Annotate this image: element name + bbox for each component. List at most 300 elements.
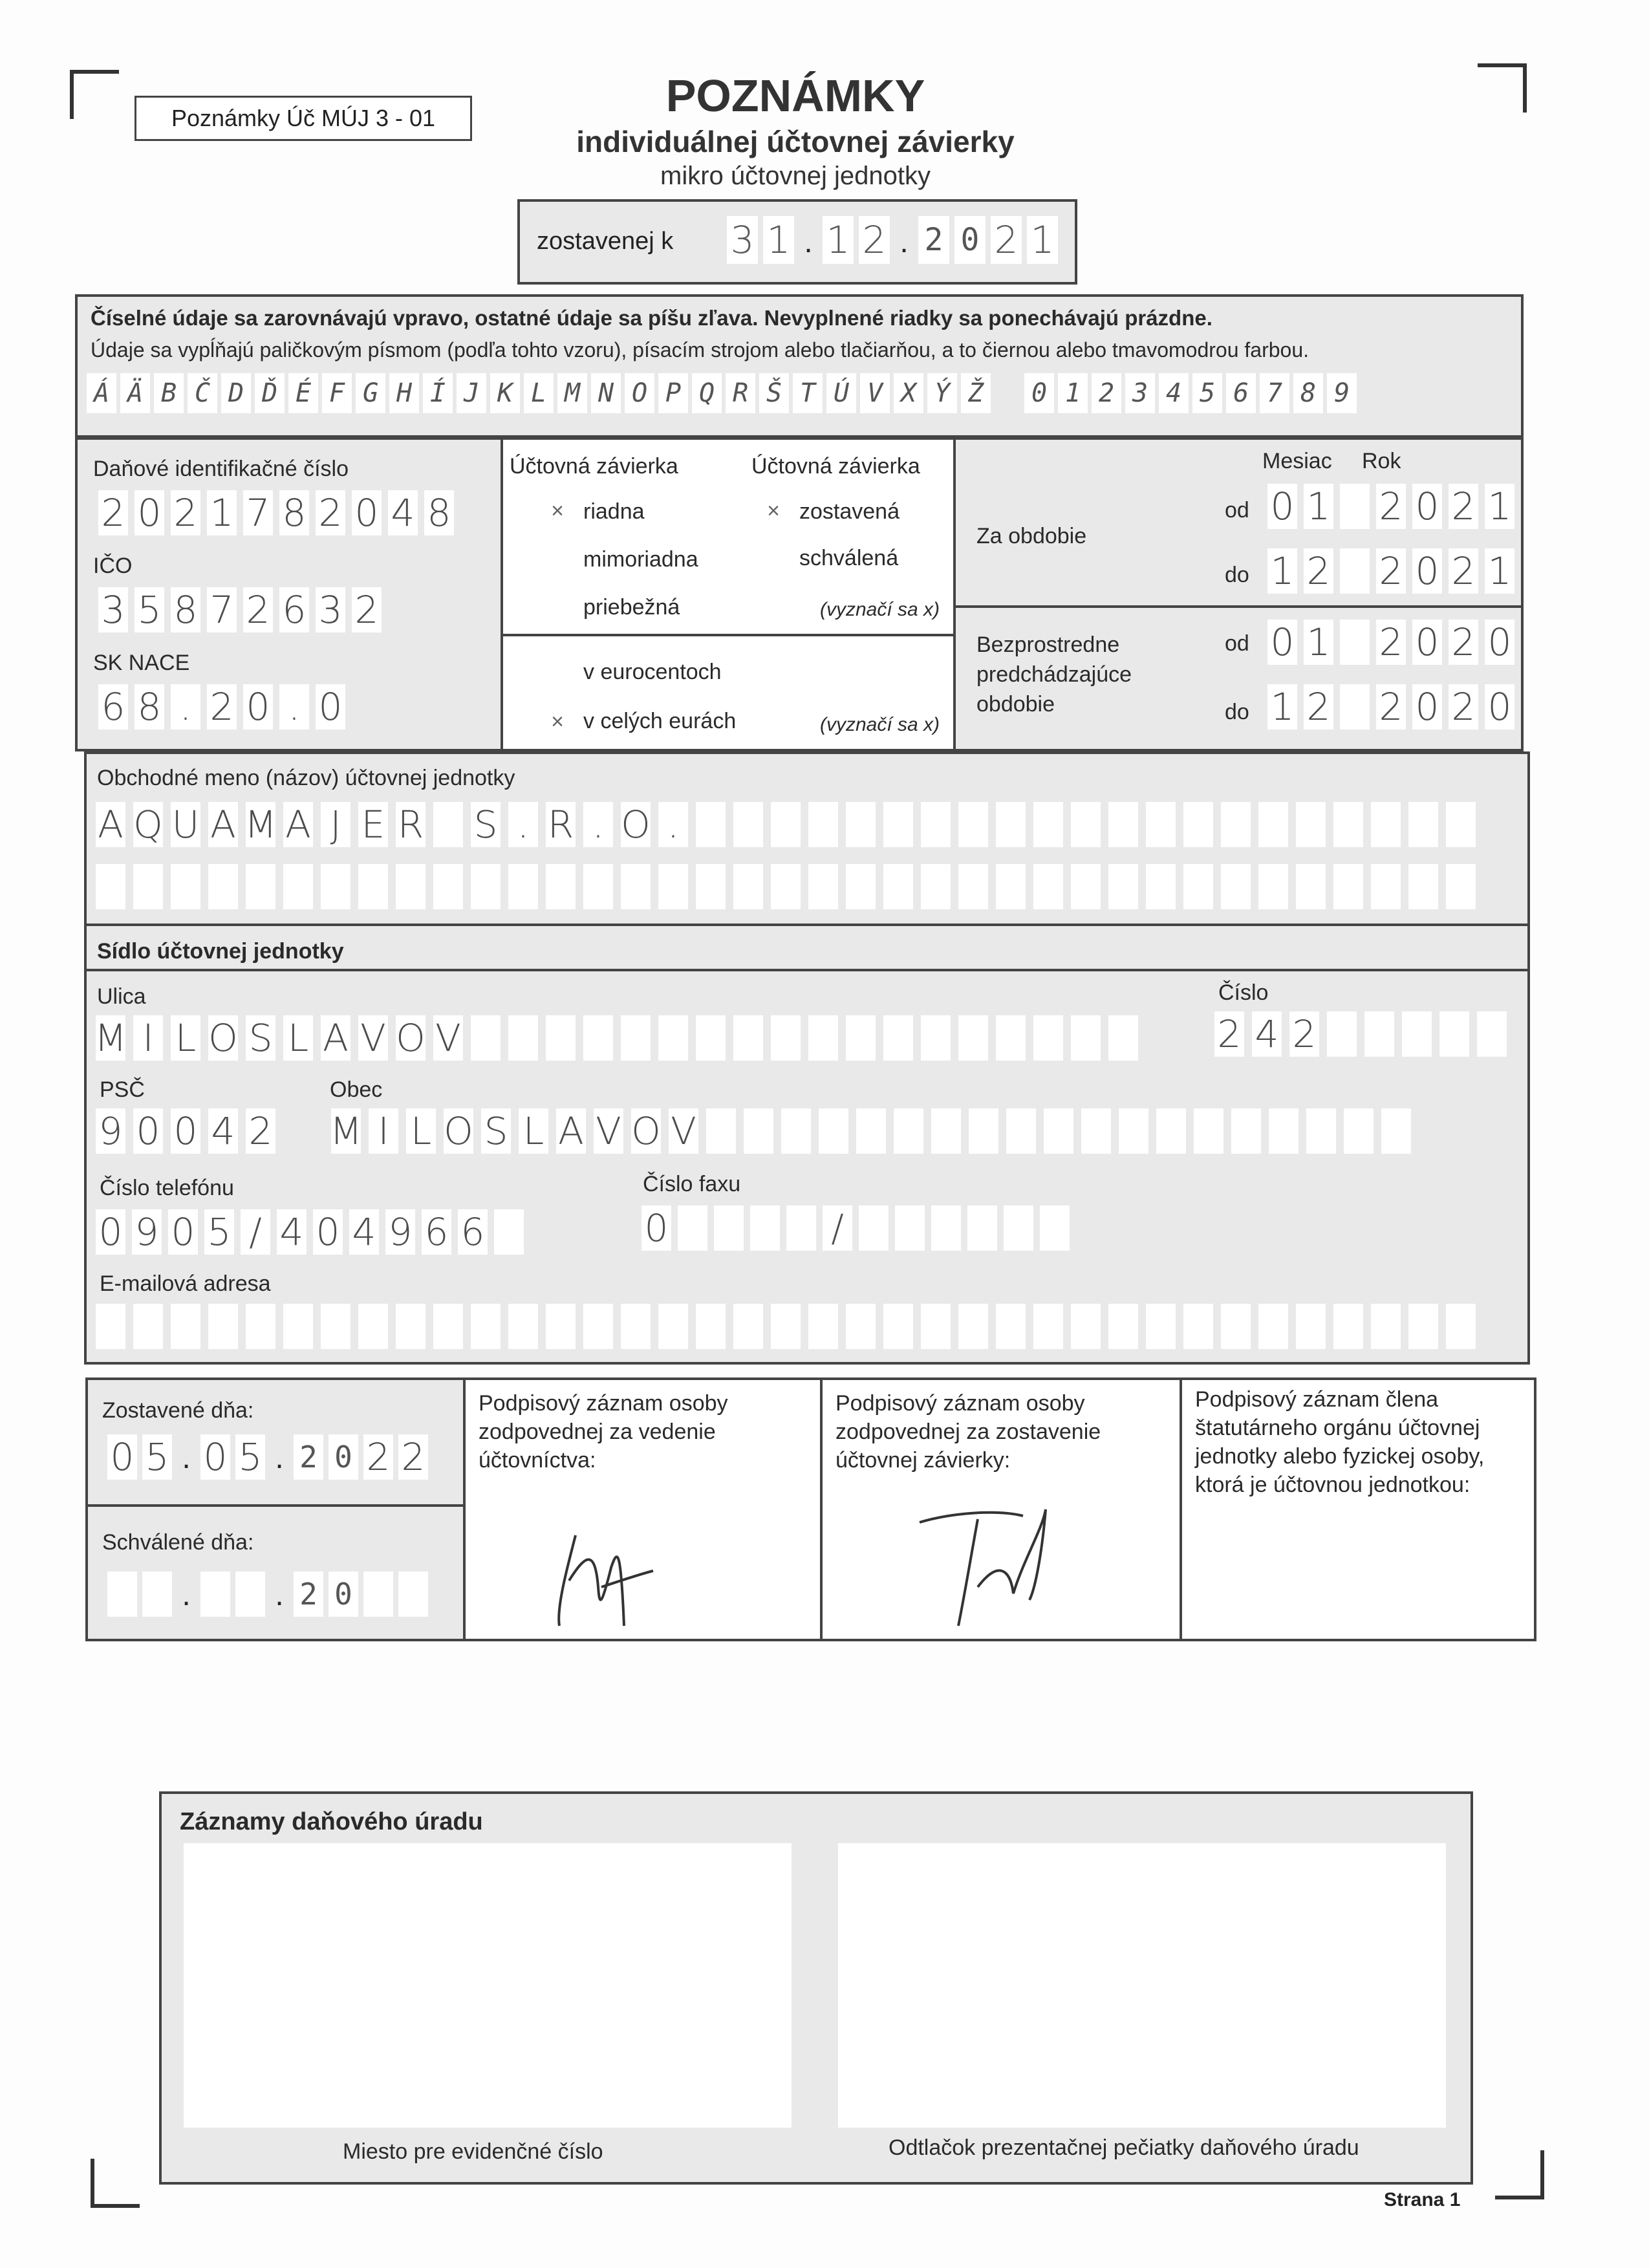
mimoriadna-checkbox[interactable] bbox=[546, 548, 569, 572]
char-cell bbox=[733, 864, 763, 909]
char-cell bbox=[1333, 1304, 1363, 1349]
char-cell: 0 bbox=[168, 1209, 198, 1255]
seat-label: Sídlo účtovnej jednotky bbox=[97, 939, 344, 964]
compiled-as-of-label: zostavenej k bbox=[537, 228, 674, 255]
char-cell: / bbox=[241, 1209, 270, 1255]
char-cell bbox=[208, 1304, 238, 1349]
fax-label: Číslo faxu bbox=[643, 1172, 741, 1196]
char-cell: 2 bbox=[98, 490, 128, 535]
page-number: Strana 1 bbox=[1384, 2189, 1461, 2210]
char-cell bbox=[1183, 864, 1213, 909]
char-cell: . bbox=[171, 684, 200, 729]
char-cell bbox=[246, 864, 275, 909]
char-cell bbox=[1108, 1015, 1138, 1061]
prev-to-field[interactable] bbox=[1267, 684, 1514, 729]
current-from-field[interactable] bbox=[1267, 484, 1514, 529]
prev-period-label-3: obdobie bbox=[976, 692, 1055, 717]
char-cell bbox=[1344, 1108, 1374, 1154]
sample-letter: Á bbox=[87, 373, 116, 413]
sample-digit: 8 bbox=[1293, 373, 1323, 413]
char-cell bbox=[996, 864, 1026, 909]
form-code: Poznámky Úč MÚJ 3 - 01 bbox=[135, 96, 472, 141]
char-cell bbox=[283, 864, 313, 909]
page-title: POZNÁMKY bbox=[665, 70, 925, 121]
char-cell: 0 bbox=[313, 1209, 343, 1255]
char-cell bbox=[1296, 864, 1326, 909]
char-cell: I bbox=[369, 1108, 398, 1154]
sample-letter: Q bbox=[692, 373, 722, 413]
char-cell bbox=[1044, 1108, 1073, 1154]
char-cell bbox=[96, 1304, 125, 1349]
char-cell: 2 bbox=[1449, 684, 1478, 729]
phone-label: Číslo telefónu bbox=[100, 1176, 234, 1200]
entity-name-field-2[interactable] bbox=[96, 864, 1476, 909]
char-cell: 2 bbox=[1289, 1011, 1319, 1057]
left-caption: Miesto pre evidenčné číslo bbox=[343, 2139, 603, 2164]
char-cell bbox=[771, 802, 801, 847]
char-cell bbox=[958, 1304, 988, 1349]
char-cell bbox=[1340, 620, 1370, 665]
sample-letter: M bbox=[557, 373, 587, 413]
char-cell bbox=[750, 1205, 780, 1251]
char-cell: 4 bbox=[208, 1108, 238, 1154]
char-cell: 2 bbox=[207, 684, 237, 729]
char-cell: 0 bbox=[352, 490, 382, 535]
current-to-field[interactable] bbox=[1267, 548, 1514, 594]
ico-label: IČO bbox=[93, 554, 133, 578]
char-cell: 0 bbox=[1267, 484, 1297, 529]
char-cell bbox=[208, 864, 238, 909]
char-cell: M bbox=[94, 1016, 127, 1060]
char-cell bbox=[583, 1304, 613, 1349]
char-cell bbox=[433, 802, 463, 847]
cele-eura-checkbox[interactable]: × bbox=[546, 710, 569, 733]
char-cell: . bbox=[508, 802, 538, 847]
entity-section bbox=[84, 751, 1530, 1365]
char-cell: M bbox=[244, 803, 277, 847]
char-cell: 7 bbox=[207, 587, 237, 632]
char-cell: L bbox=[406, 1108, 436, 1154]
char-cell: V bbox=[358, 1015, 388, 1061]
char-cell bbox=[883, 1304, 913, 1349]
char-cell bbox=[921, 864, 951, 909]
char-cell bbox=[771, 864, 801, 909]
char-cell bbox=[1183, 802, 1213, 847]
char-cell: 2 bbox=[1376, 484, 1406, 529]
char-cell: 8 bbox=[135, 684, 164, 729]
city-label: Obec bbox=[330, 1077, 383, 1102]
char-cell bbox=[969, 1108, 998, 1154]
char-cell: 4 bbox=[388, 490, 418, 535]
mark-note: (vyznačí sa x) bbox=[820, 599, 940, 620]
char-cell bbox=[1081, 1108, 1111, 1154]
char-cell bbox=[1371, 802, 1401, 847]
char-cell bbox=[958, 802, 988, 847]
char-cell: A bbox=[283, 802, 313, 847]
char-cell bbox=[396, 864, 426, 909]
sig2-area[interactable] bbox=[829, 1503, 1172, 1636]
char-cell bbox=[819, 1108, 848, 1154]
char-cell: 9 bbox=[132, 1209, 162, 1255]
char-cell: 2 bbox=[246, 1108, 275, 1154]
stamp-area[interactable] bbox=[838, 1843, 1446, 2128]
char-cell: 2 bbox=[1376, 548, 1406, 594]
char-cell: 3 bbox=[316, 587, 345, 632]
char-cell: 2 bbox=[1449, 484, 1478, 529]
schvalena-checkbox[interactable] bbox=[762, 547, 785, 570]
approved-date-field[interactable]: . . 2 0 bbox=[107, 1571, 428, 1617]
char-cell bbox=[1033, 802, 1063, 847]
char-cell: 1 bbox=[1485, 548, 1514, 594]
number-label: Číslo bbox=[1218, 980, 1269, 1005]
schvalena-label: schválená bbox=[799, 546, 899, 570]
char-cell bbox=[1477, 1011, 1507, 1057]
riadna-checkbox[interactable]: × bbox=[546, 499, 569, 523]
zostavena-label: zostavená bbox=[799, 499, 900, 524]
char-cell bbox=[1006, 1108, 1036, 1154]
compiled-date-field[interactable]: 0 5 . 0 5 . 2 0 2 2 bbox=[107, 1434, 428, 1480]
char-cell: S bbox=[481, 1108, 511, 1154]
sig1-area[interactable] bbox=[472, 1509, 811, 1636]
char-cell: A bbox=[208, 802, 238, 847]
page-subtitle: individuálnej účtovnej závierky bbox=[576, 125, 1015, 158]
char-cell bbox=[856, 1108, 886, 1154]
char-cell bbox=[1108, 802, 1138, 847]
char-cell: O bbox=[631, 1109, 661, 1153]
char-cell bbox=[1033, 1304, 1063, 1349]
sample-letter: É bbox=[288, 373, 318, 413]
char-cell bbox=[1408, 864, 1438, 909]
char-cell bbox=[846, 1304, 876, 1349]
char-cell bbox=[696, 1304, 726, 1349]
char-cell bbox=[967, 1205, 997, 1251]
char-cell bbox=[996, 802, 1026, 847]
sample-letter: P bbox=[658, 373, 688, 413]
char-cell bbox=[1194, 1108, 1223, 1154]
char-cell bbox=[171, 1304, 200, 1349]
char-cell bbox=[471, 1304, 501, 1349]
char-cell: 0 bbox=[1485, 620, 1514, 665]
char-cell: 2 bbox=[1304, 684, 1333, 729]
char-cell bbox=[1040, 1205, 1070, 1251]
char-cell bbox=[494, 1209, 524, 1255]
cele-eura-label: v celých eurách bbox=[583, 709, 737, 733]
dic-label: Daňové identifikačné číslo bbox=[93, 457, 349, 481]
char-cell bbox=[733, 1304, 763, 1349]
char-cell: 0 bbox=[1412, 620, 1442, 665]
compiled-date-box bbox=[517, 199, 1077, 285]
char-cell: O bbox=[396, 1016, 426, 1060]
char-cell bbox=[133, 1304, 163, 1349]
char-cell bbox=[1439, 1011, 1469, 1057]
char-cell bbox=[508, 1015, 538, 1061]
char-cell bbox=[321, 1304, 350, 1349]
char-cell bbox=[1296, 802, 1326, 847]
char-cell: J bbox=[321, 802, 350, 847]
number-field[interactable] bbox=[1214, 1011, 1507, 1057]
char-cell: O bbox=[621, 803, 651, 847]
phone-field[interactable] bbox=[96, 1209, 524, 1255]
char-cell bbox=[621, 864, 651, 909]
char-cell: 1 bbox=[1304, 484, 1333, 529]
compiled-as-of-date[interactable]: 3 1 . 1 2 . 2 0 2 1 bbox=[727, 216, 1058, 264]
char-cell: 6 bbox=[98, 684, 128, 729]
entity-name-field[interactable] bbox=[96, 802, 1476, 847]
sample-letter: H bbox=[389, 373, 419, 413]
eurocenty-checkbox[interactable] bbox=[546, 661, 569, 684]
char-cell: V bbox=[594, 1108, 623, 1154]
sample-letter: J bbox=[457, 373, 486, 413]
nace-field[interactable] bbox=[98, 684, 345, 729]
char-cell bbox=[1108, 864, 1138, 909]
city-field[interactable] bbox=[331, 1108, 1411, 1154]
eurocenty-label: v eurocentoch bbox=[583, 660, 722, 684]
char-cell bbox=[1033, 1015, 1063, 1061]
statement-type-panel bbox=[503, 440, 953, 634]
char-cell bbox=[171, 864, 200, 909]
char-cell: M bbox=[329, 1109, 363, 1153]
sample-digit: 7 bbox=[1260, 373, 1289, 413]
char-cell: 2 bbox=[1376, 684, 1406, 729]
char-cell: 2 bbox=[1449, 620, 1478, 665]
char-cell: 5 bbox=[204, 1209, 234, 1255]
char-cell bbox=[808, 864, 838, 909]
instructions-line-2: Údaje sa vypĺňajú paličkovým písmom (podľa tohto vzoru), písacím strojom alebo tlačiarňou, a to čiernou alebo tmavomodrou farbou. bbox=[91, 338, 1310, 362]
sample-digit: 4 bbox=[1159, 373, 1189, 413]
char-cell bbox=[658, 864, 688, 909]
char-cell bbox=[546, 1304, 576, 1349]
date-digit: 2 bbox=[991, 216, 1022, 264]
char-cell bbox=[1156, 1108, 1186, 1154]
char-cell: 1 bbox=[1304, 620, 1333, 665]
char-cell: 1 bbox=[207, 490, 237, 535]
char-cell bbox=[733, 1015, 763, 1061]
char-cell bbox=[1333, 802, 1363, 847]
priebezna-checkbox[interactable] bbox=[546, 596, 569, 620]
char-cell bbox=[546, 864, 576, 909]
char-cell bbox=[931, 1108, 961, 1154]
char-cell bbox=[1402, 1011, 1432, 1057]
sample-letter: V bbox=[860, 373, 890, 413]
char-cell bbox=[1258, 864, 1288, 909]
char-cell: 6 bbox=[279, 587, 309, 632]
corner-mark-top-left bbox=[70, 70, 119, 119]
sig3-label: Podpisový záznam člena štatutárneho orgánu účtovnej jednotky alebo fyzickej osoby, ktorá je účtovnou jednotkou: bbox=[1195, 1387, 1485, 1497]
current-period-label: Za obdobie bbox=[976, 524, 1087, 548]
email-label: E-mailová adresa bbox=[100, 1271, 271, 1296]
od-label: od bbox=[1225, 631, 1249, 656]
right-caption: Odtlačok prezentačnej pečiatky daňového úradu bbox=[889, 2135, 1359, 2160]
char-cell: 2 bbox=[1376, 620, 1406, 665]
char-cell: S bbox=[471, 802, 501, 847]
char-cell: 1 bbox=[1267, 548, 1297, 594]
char-cell: 2 bbox=[1449, 548, 1478, 594]
char-cell bbox=[921, 1304, 951, 1349]
char-cell bbox=[859, 1205, 889, 1251]
statement-col1-label: Účtovná závierka bbox=[510, 454, 678, 479]
char-cell bbox=[508, 1304, 538, 1349]
char-cell: 0 bbox=[1485, 684, 1514, 729]
psc-label: PSČ bbox=[100, 1077, 145, 1102]
char-cell: 0 bbox=[1267, 620, 1297, 665]
char-cell bbox=[658, 1015, 688, 1061]
sample-letter: Č bbox=[188, 373, 217, 413]
char-cell bbox=[1340, 548, 1370, 594]
char-cell: / bbox=[823, 1205, 852, 1251]
char-cell: 0 bbox=[641, 1205, 671, 1251]
sample-letter: L bbox=[524, 373, 554, 413]
zostavena-checkbox[interactable]: × bbox=[762, 499, 785, 523]
char-cell: 2 bbox=[171, 490, 200, 535]
char-cell bbox=[678, 1205, 707, 1251]
char-cell bbox=[1221, 1304, 1251, 1349]
sample-letter: X bbox=[894, 373, 923, 413]
do-label: do bbox=[1225, 700, 1249, 724]
street-label: Ulica bbox=[97, 984, 146, 1009]
currency-panel bbox=[503, 636, 953, 749]
char-cell bbox=[1381, 1108, 1411, 1154]
dic-field[interactable] bbox=[98, 490, 454, 535]
sig2-label: Podpisový záznam osoby zodpovednej za zostavenie účtovnej závierky: bbox=[835, 1391, 1101, 1473]
char-cell bbox=[1327, 1011, 1357, 1057]
char-cell: 2 bbox=[1304, 548, 1333, 594]
char-cell: A bbox=[556, 1108, 586, 1154]
char-cell bbox=[246, 1304, 275, 1349]
char-cell: . bbox=[583, 802, 613, 847]
sample-letter: Í bbox=[423, 373, 453, 413]
sample-digit: 3 bbox=[1125, 373, 1155, 413]
rok-label: Rok bbox=[1362, 449, 1401, 473]
char-cell bbox=[846, 802, 876, 847]
char-cell: 4 bbox=[277, 1209, 307, 1255]
sample-digit: 9 bbox=[1327, 373, 1357, 413]
char-cell bbox=[1306, 1108, 1336, 1154]
riadna-label: riadna bbox=[583, 499, 645, 524]
char-cell bbox=[546, 1015, 576, 1061]
char-cell bbox=[583, 864, 613, 909]
char-cell: 0 bbox=[1412, 684, 1442, 729]
sample-letter: Ž bbox=[961, 373, 991, 413]
char-cell bbox=[621, 1015, 651, 1061]
char-cell bbox=[1269, 1108, 1299, 1154]
sample-letter: Ď bbox=[255, 373, 285, 413]
char-cell: L bbox=[171, 1015, 200, 1061]
ico-field[interactable] bbox=[98, 587, 382, 632]
char-cell: 4 bbox=[1252, 1011, 1282, 1057]
char-cell bbox=[658, 1304, 688, 1349]
page-subtitle-2: mikro účtovnej jednotky bbox=[660, 162, 931, 190]
street-field[interactable] bbox=[96, 1015, 1138, 1061]
char-cell bbox=[846, 864, 876, 909]
char-cell bbox=[771, 1304, 801, 1349]
char-cell: O bbox=[208, 1016, 238, 1060]
char-cell: S bbox=[246, 1015, 275, 1061]
prev-period-label-2: predchádzajúce bbox=[976, 662, 1132, 687]
instructions-box bbox=[75, 294, 1524, 438]
sig1-label: Podpisový záznam osoby zodpovednej za vedenie účtovníctva: bbox=[479, 1391, 728, 1473]
sample-letter: D bbox=[221, 373, 251, 413]
char-cell bbox=[1364, 1011, 1394, 1057]
date-digit: 2 bbox=[918, 216, 949, 264]
char-cell: 0 bbox=[1412, 548, 1442, 594]
char-cell: V bbox=[669, 1108, 698, 1154]
char-cell: 2 bbox=[243, 587, 273, 632]
fax-field[interactable] bbox=[641, 1205, 1070, 1251]
char-cell bbox=[1340, 684, 1370, 729]
char-cell bbox=[696, 864, 726, 909]
sample-letter: B bbox=[154, 373, 184, 413]
char-cell bbox=[996, 1015, 1026, 1061]
char-cell: 3 bbox=[98, 587, 128, 632]
char-cell: 0 bbox=[133, 1108, 163, 1154]
char-cell bbox=[808, 802, 838, 847]
char-cell: E bbox=[358, 802, 388, 847]
char-cell: 2 bbox=[1214, 1011, 1244, 1057]
email-field[interactable] bbox=[96, 1304, 1476, 1349]
char-cell bbox=[1446, 864, 1476, 909]
char-cell: R bbox=[546, 802, 576, 847]
sample-letter: G bbox=[356, 373, 385, 413]
char-cell: 4 bbox=[349, 1209, 379, 1255]
date-digit: 2 bbox=[859, 216, 890, 264]
registration-number-area[interactable] bbox=[184, 1843, 792, 2128]
compiled-date-label: Zostavené dňa: bbox=[102, 1398, 254, 1423]
char-cell bbox=[1221, 864, 1251, 909]
char-cell bbox=[433, 1304, 463, 1349]
char-cell bbox=[1221, 802, 1251, 847]
char-cell: L bbox=[519, 1108, 548, 1154]
tax-office-section bbox=[159, 1791, 1473, 2185]
tax-office-title: Záznamy daňového úradu bbox=[180, 1808, 483, 1835]
char-cell bbox=[1340, 484, 1370, 529]
char-cell bbox=[583, 1015, 613, 1061]
char-cell bbox=[1146, 1304, 1176, 1349]
char-cell: I bbox=[133, 1015, 163, 1061]
char-cell bbox=[1446, 802, 1476, 847]
prev-from-field[interactable] bbox=[1267, 620, 1514, 665]
sample-letter: N bbox=[591, 373, 621, 413]
char-cell bbox=[396, 1304, 426, 1349]
char-cell bbox=[1146, 802, 1176, 847]
sample-letter: R bbox=[726, 373, 755, 413]
sample-digit: 5 bbox=[1192, 373, 1222, 413]
char-cell bbox=[706, 1108, 736, 1154]
date-digit: 0 bbox=[954, 216, 986, 264]
char-cell: 2 bbox=[352, 587, 382, 632]
char-cell: 8 bbox=[424, 490, 454, 535]
char-cell: L bbox=[283, 1015, 313, 1061]
corner-mark-bottom-right bbox=[1495, 2150, 1544, 2199]
signature-drawing-2 bbox=[829, 1503, 1172, 1636]
psc-field[interactable] bbox=[96, 1108, 275, 1154]
char-cell bbox=[931, 1205, 961, 1251]
priebezna-label: priebežná bbox=[583, 595, 680, 620]
sample-digit: 1 bbox=[1058, 373, 1088, 413]
char-cell: 8 bbox=[171, 587, 200, 632]
char-cell: R bbox=[396, 802, 426, 847]
char-cell: 5 bbox=[135, 587, 164, 632]
char-cell bbox=[133, 864, 163, 909]
char-cell bbox=[921, 1015, 951, 1061]
char-cell bbox=[508, 864, 538, 909]
char-cell: V bbox=[433, 1015, 463, 1061]
char-cell bbox=[1296, 1304, 1326, 1349]
char-cell: Q bbox=[133, 803, 163, 847]
sample-digit: 0 bbox=[1024, 373, 1054, 413]
char-cell bbox=[894, 1108, 923, 1154]
char-cell bbox=[1408, 1304, 1438, 1349]
char-cell bbox=[621, 1304, 651, 1349]
